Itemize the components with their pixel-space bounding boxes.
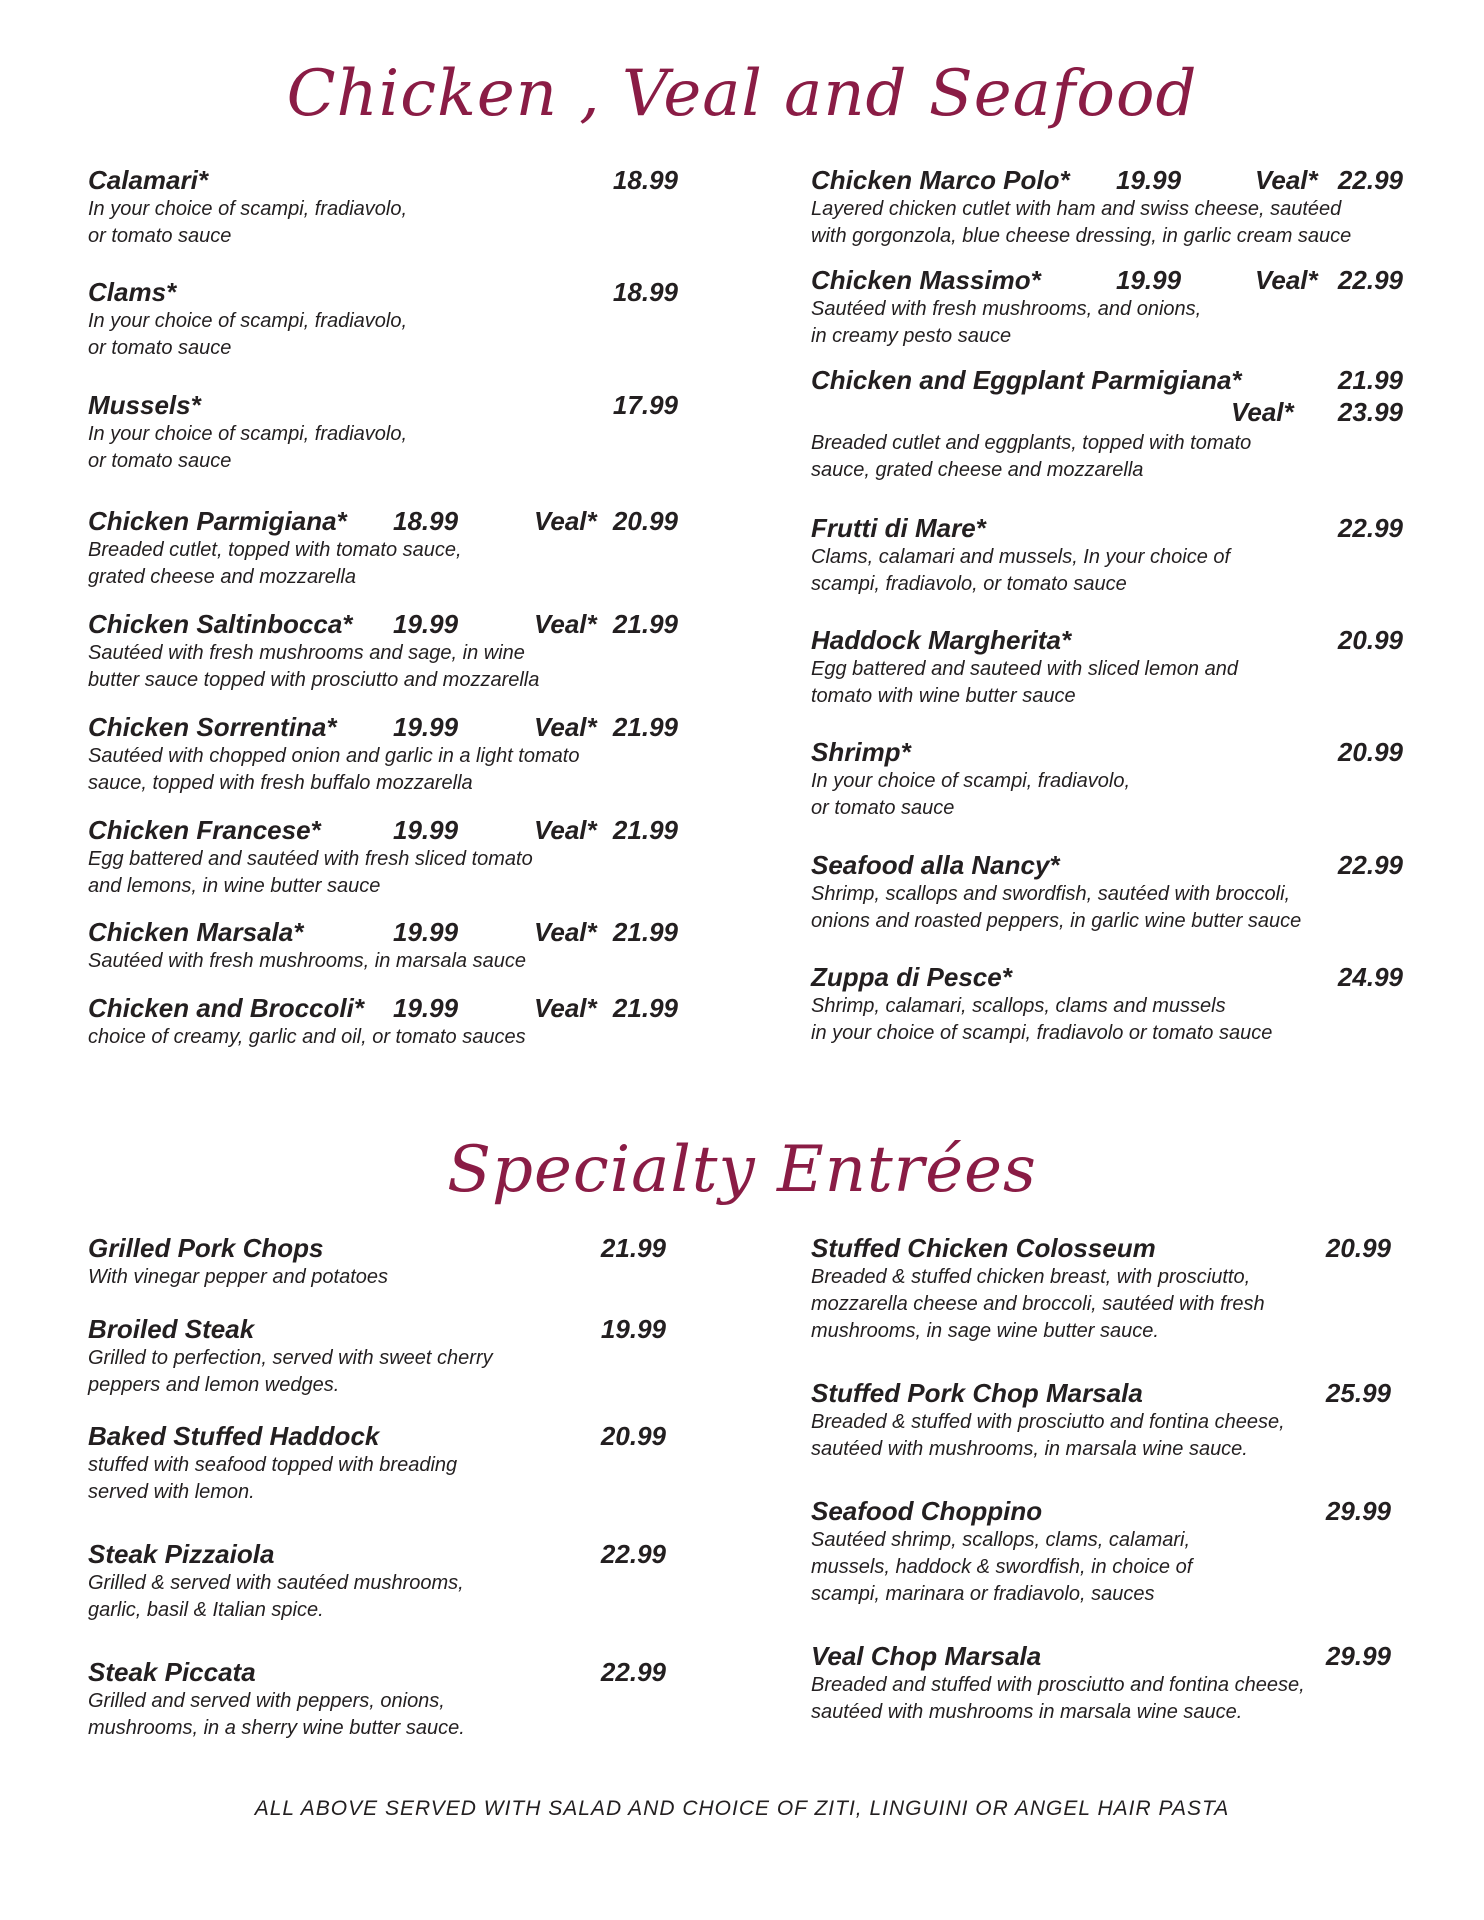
menu-item-price: 19.99 — [1116, 265, 1182, 295]
menu-item-header — [88, 505, 678, 537]
menu-item — [88, 164, 678, 250]
menu-item-price: 22.99 — [1337, 850, 1403, 880]
menu-item-price: 19.99 — [393, 917, 459, 947]
menu-item-header — [88, 1656, 666, 1688]
menu-item-description: mussels, haddock & swordfish, in choice of — [811, 1556, 1193, 1578]
footer-note: ALL ABOVE SERVED WITH SALAD AND CHOICE OF ZITI, LINGUINI OR ANGEL HAIR PASTA — [254, 1797, 1230, 1820]
veal-price: 21.99 — [612, 917, 678, 947]
menu-item-name: Chicken Marsala* — [88, 917, 304, 947]
menu-item-header — [88, 1538, 666, 1570]
menu-item — [88, 1656, 666, 1742]
menu-item-description: in creamy pesto sauce — [811, 325, 1012, 347]
veal-price: 22.99 — [1337, 165, 1403, 195]
menu-item-name: Chicken and Eggplant Parmigiana* — [811, 365, 1242, 395]
veal-price: 21.99 — [612, 993, 678, 1023]
menu-item-name: Grilled Pork Chops — [88, 1233, 324, 1263]
menu-item-header — [811, 1232, 1391, 1264]
menu-item-price: 20.99 — [1337, 737, 1403, 767]
menu-item-name: Stuffed Pork Chop Marsala — [811, 1378, 1143, 1408]
menu-item-description: mozzarella cheese and broccoli, sautéed with fresh — [811, 1293, 1265, 1315]
menu-item-header — [811, 264, 1403, 296]
menu-item-header — [811, 1495, 1391, 1527]
menu-item-description: scampi, marinara or fradiavolo, sauces — [811, 1583, 1155, 1605]
menu-item-name: Calamari* — [88, 165, 208, 195]
menu-item-price: 19.99 — [393, 712, 459, 742]
veal-price: 21.99 — [612, 609, 678, 639]
menu-item-name: Shrimp* — [811, 737, 911, 767]
veal-price: 21.99 — [612, 815, 678, 845]
section-title-specialty-entrees: Specialty Entrées — [447, 1133, 1037, 1207]
menu-item — [811, 624, 1403, 710]
menu-item-description: or tomato sauce — [88, 450, 232, 472]
menu-item-name: Chicken Marco Polo* — [811, 165, 1070, 195]
menu-item-price: 19.99 — [393, 993, 459, 1023]
menu-item-description: Egg battered and sauteed with sliced lemon and — [811, 658, 1238, 680]
menu-item — [811, 164, 1403, 250]
menu-item-name: Chicken Sorrentina* — [88, 712, 337, 742]
menu-item-description: Sautéed with fresh mushrooms, in marsala sauce — [88, 950, 526, 972]
menu-item-description: served with lemon. — [88, 1481, 255, 1503]
menu-item — [88, 1232, 666, 1291]
menu-item-price: 20.99 — [1337, 625, 1403, 655]
menu-item-description: choice of creamy, garlic and oil, or tomato sauces — [88, 1026, 526, 1048]
menu-item-description: With vinegar pepper and potatoes — [88, 1266, 389, 1288]
menu-item-description: Layered chicken cutlet with ham and swiss cheese, sautéed — [811, 198, 1342, 220]
menu-item-header — [811, 1640, 1391, 1672]
menu-item-name: Chicken Parmigiana* — [88, 506, 347, 536]
menu-item-description: Egg battered and sautéed with fresh sliced tomato — [88, 848, 533, 870]
menu-item-description: garlic, basil & Italian spice. — [88, 1599, 324, 1621]
menu-item — [88, 711, 678, 797]
menu-item-header — [88, 916, 678, 948]
menu-item-description: stuffed with seafood topped with breading — [88, 1454, 458, 1476]
menu-item-header — [88, 711, 678, 743]
menu-item — [88, 505, 678, 591]
menu-item-description: Shrimp, scallops and swordfish, sautéed with broccoli, — [811, 883, 1291, 905]
menu-item-price: 18.99 — [612, 277, 678, 307]
menu-item-description: Sautéed with chopped onion and garlic in a light tomato — [88, 745, 580, 767]
menu-item-header — [88, 1232, 666, 1264]
menu-item-description: or tomato sauce — [88, 225, 232, 247]
menu-item-description: Breaded & stuffed chicken breast, with prosciutto, — [811, 1266, 1251, 1288]
menu-item-name: Clams* — [88, 277, 177, 307]
menu-item-header — [811, 164, 1403, 196]
menu-item-header — [88, 814, 678, 846]
menu-item-price: 18.99 — [612, 165, 678, 195]
menu-item — [811, 736, 1403, 822]
section-title-chicken-veal-seafood: Chicken , Veal and Seafood — [286, 57, 1198, 131]
veal-label: Veal* — [1255, 165, 1318, 195]
menu-item-header — [88, 276, 678, 308]
menu-item-price: 25.99 — [1325, 1378, 1391, 1408]
menu-item — [811, 1495, 1391, 1608]
menu-item-name: Steak Pizzaiola — [88, 1539, 275, 1569]
menu-item-price: 20.99 — [1325, 1233, 1391, 1263]
menu-item-description: onions and roasted peppers, in garlic wine butter sauce — [811, 910, 1302, 932]
menu-item-header — [811, 736, 1403, 768]
menu-item-description: peppers and lemon wedges. — [88, 1374, 340, 1396]
menu-item-price: 19.99 — [393, 609, 459, 639]
menu-item-description: Clams, calamari and mussels, In your choice of — [811, 546, 1231, 568]
menu-item-description: Grilled to perfection, served with sweet cherry — [88, 1347, 493, 1369]
menu-item-description: Breaded cutlet and eggplants, topped with tomato — [811, 432, 1252, 454]
menu-item-description: Grilled and served with peppers, onions, — [88, 1690, 445, 1712]
menu-item — [88, 814, 678, 900]
menu-item — [88, 608, 678, 694]
menu-item-header — [811, 364, 1403, 396]
menu-item — [88, 992, 678, 1051]
menu-item-price: 19.99 — [600, 1314, 666, 1344]
menu-item-header — [811, 624, 1403, 656]
menu-item-header — [88, 992, 678, 1024]
menu-item — [88, 1420, 666, 1506]
menu-item-price: 22.99 — [1337, 513, 1403, 543]
menu-item — [811, 1640, 1391, 1726]
menu-item-description: Sautéed with fresh mushrooms, and onions, — [811, 298, 1202, 320]
menu-item — [811, 1377, 1391, 1463]
menu-item-description: sautéed with mushrooms, in marsala wine sauce. — [811, 1438, 1248, 1460]
menu-item-description: sauce, topped with fresh buffalo mozzarella — [88, 772, 473, 794]
menu-item — [88, 1538, 666, 1624]
menu-item-description: or tomato sauce — [811, 797, 955, 819]
menu-item-description: mushrooms, in a sherry wine butter sauce. — [88, 1717, 465, 1739]
veal-price: 21.99 — [612, 712, 678, 742]
menu-item — [811, 364, 1403, 484]
menu-item-description: Sautéed with fresh mushrooms and sage, in wine — [88, 642, 525, 664]
menu-item-description: in your choice of scampi, fradiavolo or tomato sauce — [811, 1022, 1273, 1044]
menu-item-name: Mussels* — [88, 390, 201, 420]
menu-item-name: Frutti di Mare* — [811, 513, 986, 543]
menu-item-description: mushrooms, in sage wine butter sauce. — [811, 1320, 1159, 1342]
menu-item-name: Chicken Francese* — [88, 815, 321, 845]
menu-item — [811, 1232, 1391, 1345]
menu-item — [88, 916, 678, 975]
menu-item-description: Breaded and stuffed with prosciutto and fontina cheese, — [811, 1674, 1305, 1696]
menu-item-header — [811, 849, 1403, 881]
menu-item-description: sauce, grated cheese and mozzarella — [811, 459, 1144, 481]
menu-item-name: Chicken and Broccoli* — [88, 993, 364, 1023]
veal-price: 22.99 — [1337, 265, 1403, 295]
menu-item-name: Chicken Massimo* — [811, 265, 1041, 295]
menu-item-price: 18.99 — [393, 506, 459, 536]
menu-item — [811, 512, 1403, 598]
menu-item — [88, 1313, 666, 1399]
menu-item-header — [88, 389, 678, 421]
menu-item-header — [811, 1377, 1391, 1409]
menu-item-description: In your choice of scampi, fradiavolo, — [88, 423, 408, 445]
menu-item-price: 21.99 — [600, 1233, 666, 1263]
menu-item-header — [811, 512, 1403, 544]
menu-item — [88, 389, 678, 475]
veal-label: Veal* — [534, 609, 597, 639]
menu-item-description: tomato with wine butter sauce — [811, 685, 1076, 707]
menu-item-name: Zuppa di Pesce* — [811, 962, 1012, 992]
menu-item-description: In your choice of scampi, fradiavolo, — [811, 770, 1131, 792]
menu-item-name: Veal Chop Marsala — [811, 1641, 1042, 1671]
menu-item-price: 17.99 — [612, 390, 678, 420]
menu-item — [811, 849, 1403, 935]
menu-item-price: 29.99 — [1325, 1641, 1391, 1671]
menu-item-header — [88, 164, 678, 196]
menu-item-name: Stuffed Chicken Colosseum — [811, 1233, 1156, 1263]
veal-label: Veal* — [1231, 397, 1294, 427]
menu-item-description: In your choice of scampi, fradiavolo, — [88, 310, 408, 332]
menu-item-header — [88, 608, 678, 640]
veal-label: Veal* — [534, 506, 597, 536]
menu-item-header — [88, 1420, 666, 1452]
menu-item-name: Steak Piccata — [88, 1657, 256, 1687]
menu-item-price: 22.99 — [600, 1539, 666, 1569]
menu-item-description: In your choice of scampi, fradiavolo, — [88, 198, 408, 220]
menu-item — [811, 264, 1403, 350]
menu-item-name: Baked Stuffed Haddock — [88, 1421, 380, 1451]
menu-item-description: Breaded cutlet, topped with tomato sauce, — [88, 539, 462, 561]
menu-item-name: Broiled Steak — [88, 1314, 255, 1344]
menu-item — [811, 961, 1403, 1047]
menu-item-name: Seafood alla Nancy* — [811, 850, 1060, 880]
menu-item-description: Shrimp, calamari, scallops, clams and mussels — [811, 995, 1226, 1017]
menu-item-header — [811, 961, 1403, 993]
menu-item-description: or tomato sauce — [88, 337, 232, 359]
menu-item-description: Breaded & stuffed with prosciutto and fontina cheese, — [811, 1411, 1285, 1433]
veal-label: Veal* — [534, 917, 597, 947]
menu-item-price: 24.99 — [1337, 962, 1403, 992]
menu-item-price: 20.99 — [600, 1421, 666, 1451]
menu-item-price: 22.99 — [600, 1657, 666, 1687]
menu-item-name: Seafood Choppino — [811, 1496, 1043, 1526]
menu-item — [88, 276, 678, 362]
menu-item-description: butter sauce topped with prosciutto and mozzarella — [88, 669, 540, 691]
menu-item-header — [88, 1313, 666, 1345]
menu-item-description: with gorgonzola, blue cheese dressing, in garlic cream sauce — [811, 225, 1352, 247]
menu-item-name: Chicken Saltinbocca* — [88, 609, 353, 639]
menu-item-description: and lemons, in wine butter sauce — [88, 875, 381, 897]
veal-price: 20.99 — [612, 506, 678, 536]
menu-item-price: 19.99 — [393, 815, 459, 845]
menu-item-description: sautéed with mushrooms in marsala wine sauce. — [811, 1701, 1243, 1723]
menu-item-description: Sautéed shrimp, scallops, clams, calamari, — [811, 1529, 1191, 1551]
veal-price: 23.99 — [1337, 397, 1403, 427]
menu-item-price: 29.99 — [1325, 1496, 1391, 1526]
veal-label: Veal* — [534, 993, 597, 1023]
veal-price-row — [811, 396, 1403, 430]
veal-label: Veal* — [534, 712, 597, 742]
menu-item-price: 21.99 — [1337, 365, 1403, 395]
menu-item-description: Grilled & served with sautéed mushrooms, — [88, 1572, 464, 1594]
menu-item-description: scampi, fradiavolo, or tomato sauce — [811, 573, 1127, 595]
menu-item-price: 19.99 — [1116, 165, 1182, 195]
menu-item-description: grated cheese and mozzarella — [88, 566, 356, 588]
veal-label: Veal* — [1255, 265, 1318, 295]
veal-label: Veal* — [534, 815, 597, 845]
menu-item-name: Haddock Margherita* — [811, 625, 1072, 655]
